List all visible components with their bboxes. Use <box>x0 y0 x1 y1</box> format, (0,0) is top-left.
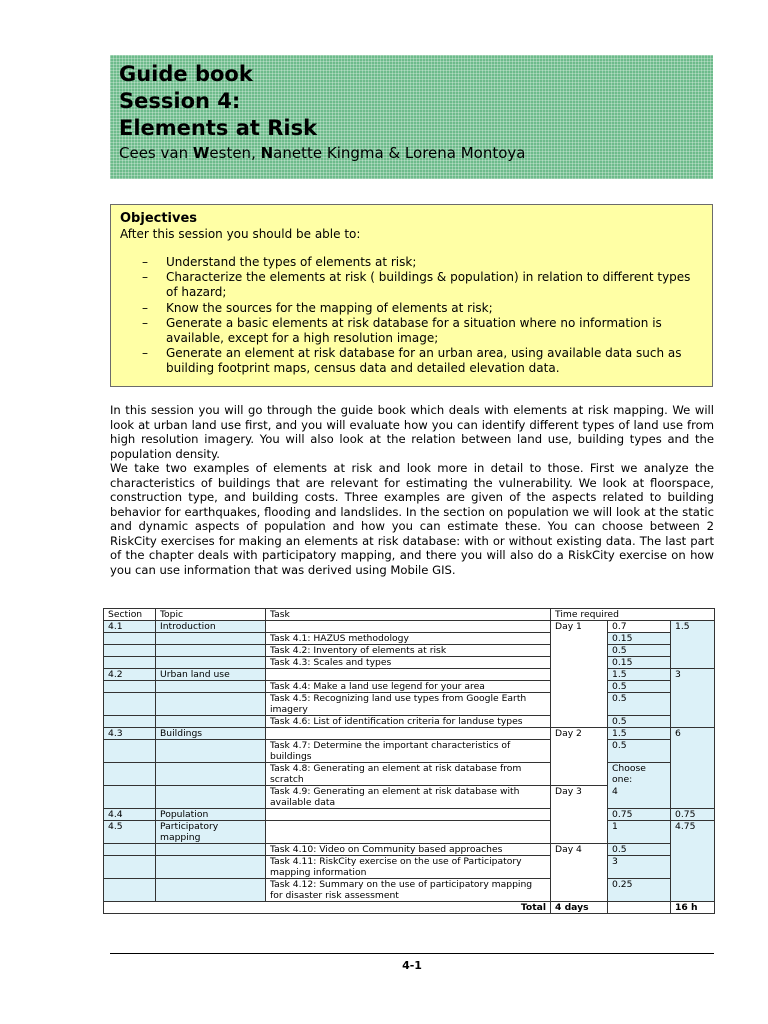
paragraph: In this session you will go through the guide book which deals with elements at risk mapping. We will look at urban land use first, and you will evaluate how you can identify different types of land use from high resolution imagery. You will also look at the relation between land use, building types and the population density. <box>110 403 714 461</box>
task-cell: Task 4.7: Determine the important characteristics of buildings <box>266 740 551 763</box>
sum-cell: 4.75 <box>671 821 715 902</box>
objective-item: – Generate a basic elements at risk database for a situation where no information is available, except for a high resolution image; <box>142 315 662 346</box>
topic-cell: Population <box>156 809 266 821</box>
time-cell: Choose one: <box>608 763 671 786</box>
sum-cell: 0.75 <box>671 809 715 821</box>
objectives-title: Objectives <box>120 211 198 226</box>
task-cell: Task 4.11: RiskCity exercise on the use of Participatory mapping information <box>266 856 551 879</box>
table-row <box>104 763 715 786</box>
task-cell <box>266 621 551 633</box>
objective-item: – Know the sources for the mapping of elements at risk; <box>142 300 493 315</box>
section-cell <box>104 645 156 657</box>
header-topic: Topic <box>156 609 266 621</box>
objective-item: – Generate an element at risk database for an urban area, using available data such as building footprint maps, census data and detailed elevation data. <box>142 346 682 376</box>
sum-cell: 1.5 <box>671 621 715 669</box>
schedule-table <box>103 608 715 914</box>
section-cell <box>104 716 156 728</box>
objectives-intro: After this session you should be able to: <box>120 227 361 241</box>
topic-cell <box>156 633 266 645</box>
topic-cell: Introduction <box>156 621 266 633</box>
time-cell: 0.5 <box>608 844 671 856</box>
time-cell: 3 <box>608 856 671 879</box>
section-cell <box>104 681 156 693</box>
total-label: Total <box>104 902 551 914</box>
topic-cell <box>156 740 266 763</box>
table-row <box>104 786 715 809</box>
time-cell: 0.25 <box>608 879 671 902</box>
topic-cell <box>156 645 266 657</box>
session-number: Session 4: <box>119 89 241 113</box>
topic-cell <box>156 786 266 809</box>
guide-book-title: Guide book <box>119 62 253 86</box>
topic-cell <box>156 716 266 728</box>
day-cell: Day 1 <box>551 621 608 728</box>
table-row <box>104 716 715 728</box>
objective-item: – Characterize the elements at risk ( buildings & population) in relation to different types of hazard; <box>142 270 691 300</box>
time-cell: 0.5 <box>608 716 671 728</box>
time-cell: 0.5 <box>608 740 671 763</box>
task-cell: Task 4.10: Video on Community based approaches <box>266 844 551 856</box>
objectives-list <box>120 255 703 377</box>
title-banner <box>110 55 713 179</box>
section-cell: 4.2 <box>104 669 156 681</box>
topic-cell <box>156 693 266 716</box>
table-row <box>104 621 715 633</box>
total-row <box>104 902 715 914</box>
table-row <box>104 821 715 844</box>
topic-cell <box>156 856 266 879</box>
time-cell: 0.15 <box>608 657 671 669</box>
task-cell <box>266 821 551 844</box>
section-cell <box>104 657 156 669</box>
time-cell: 4 <box>608 786 671 809</box>
session-title: Elements at Risk <box>119 116 318 140</box>
time-cell: 0.5 <box>608 645 671 657</box>
paragraph: We take two examples of elements at risk and look more in detail to those. First we analyze the characteristics of buildings that are relevant for estimating the vulnerability. We look at floorspace, construction type, and building costs. Three examples are given of the aspects related to building behavior for earthquakes, flooding and landslides. In the section on population we will look at the static and dynamic aspects of population and how you can estimate these. You can choose between 2 RiskCity exercises for making an elements at risk database: with or without existing data. The last part of the chapter deals with participatory mapping, and there you will also do a RiskCity exercise on how you can use information that was derived using Mobile GIS. <box>110 461 714 578</box>
table-row <box>104 657 715 669</box>
session-description <box>110 403 714 578</box>
topic-cell: Buildings <box>156 728 266 740</box>
section-cell: 4.4 <box>104 809 156 821</box>
time-cell: 1.5 <box>608 669 671 681</box>
task-cell <box>266 728 551 740</box>
time-cell: 1 <box>608 821 671 844</box>
objectives-box <box>110 204 713 387</box>
dash-bullet: – <box>142 346 148 361</box>
section-cell: 4.3 <box>104 728 156 740</box>
total-empty <box>608 902 671 914</box>
table-row <box>104 633 715 645</box>
dash-bullet: – <box>142 270 148 285</box>
topic-cell <box>156 657 266 669</box>
section-cell <box>104 844 156 856</box>
authors: Cees van Westen, Nanette Kingma & Lorena Montoya <box>119 144 526 162</box>
dash-bullet: – <box>142 315 148 330</box>
day-cell: Day 2 <box>551 728 608 786</box>
table-row <box>104 681 715 693</box>
total-hours: 16 h <box>671 902 715 914</box>
time-cell: 1.5 <box>608 728 671 740</box>
time-cell: 0.75 <box>608 809 671 821</box>
section-cell <box>104 633 156 645</box>
sum-cell: 3 <box>671 669 715 728</box>
task-cell: Task 4.8: Generating an element at risk database from scratch <box>266 763 551 786</box>
task-cell: Task 4.2: Inventory of elements at risk <box>266 645 551 657</box>
task-cell: Task 4.3: Scales and types <box>266 657 551 669</box>
task-cell: Task 4.4: Make a land use legend for your area <box>266 681 551 693</box>
footer-rule <box>110 953 714 954</box>
section-cell <box>104 856 156 879</box>
total-days: 4 days <box>551 902 608 914</box>
table-row <box>104 728 715 740</box>
dash-bullet: – <box>142 300 148 315</box>
task-cell <box>266 669 551 681</box>
page-number: 4-1 <box>402 959 422 972</box>
table-row <box>104 879 715 902</box>
topic-cell <box>156 681 266 693</box>
task-cell: Task 4.6: List of identification criteria for landuse types <box>266 716 551 728</box>
table-row <box>104 844 715 856</box>
section-cell: 4.5 <box>104 821 156 844</box>
table-row <box>104 740 715 763</box>
dash-bullet: – <box>142 255 148 269</box>
section-cell <box>104 763 156 786</box>
section-cell <box>104 879 156 902</box>
day-cell: Day 4 <box>551 844 608 902</box>
table-header-row <box>104 609 715 621</box>
topic-cell: Urban land use <box>156 669 266 681</box>
topic-cell <box>156 763 266 786</box>
sum-cell: 6 <box>671 728 715 809</box>
task-cell: Task 4.5: Recognizing land use types from Google Earth imagery <box>266 693 551 716</box>
table-row <box>104 856 715 879</box>
task-cell <box>266 809 551 821</box>
time-cell: 0.7 <box>608 621 671 633</box>
task-cell: Task 4.9: Generating an element at risk database with available data <box>266 786 551 809</box>
table-row <box>104 645 715 657</box>
section-cell <box>104 693 156 716</box>
objective-item: – Understand the types of elements at risk; <box>142 255 417 269</box>
topic-cell <box>156 879 266 902</box>
table-row <box>104 669 715 681</box>
section-cell <box>104 786 156 809</box>
table-row <box>104 809 715 821</box>
task-cell: Task 4.12: Summary on the use of participatory mapping for disaster risk assessment <box>266 879 551 902</box>
time-cell: 0.15 <box>608 633 671 645</box>
section-cell <box>104 740 156 763</box>
table-row <box>104 693 715 716</box>
time-cell: 0.5 <box>608 681 671 693</box>
day-cell: Day 3 <box>551 786 608 844</box>
task-cell: Task 4.1: HAZUS methodology <box>266 633 551 645</box>
section-cell: 4.1 <box>104 621 156 633</box>
topic-cell <box>156 844 266 856</box>
header-section: Section <box>104 609 156 621</box>
header-task: Task <box>266 609 551 621</box>
header-time: Time required <box>551 609 715 621</box>
time-cell: 0.5 <box>608 693 671 716</box>
topic-cell: Participatory mapping <box>156 821 266 844</box>
